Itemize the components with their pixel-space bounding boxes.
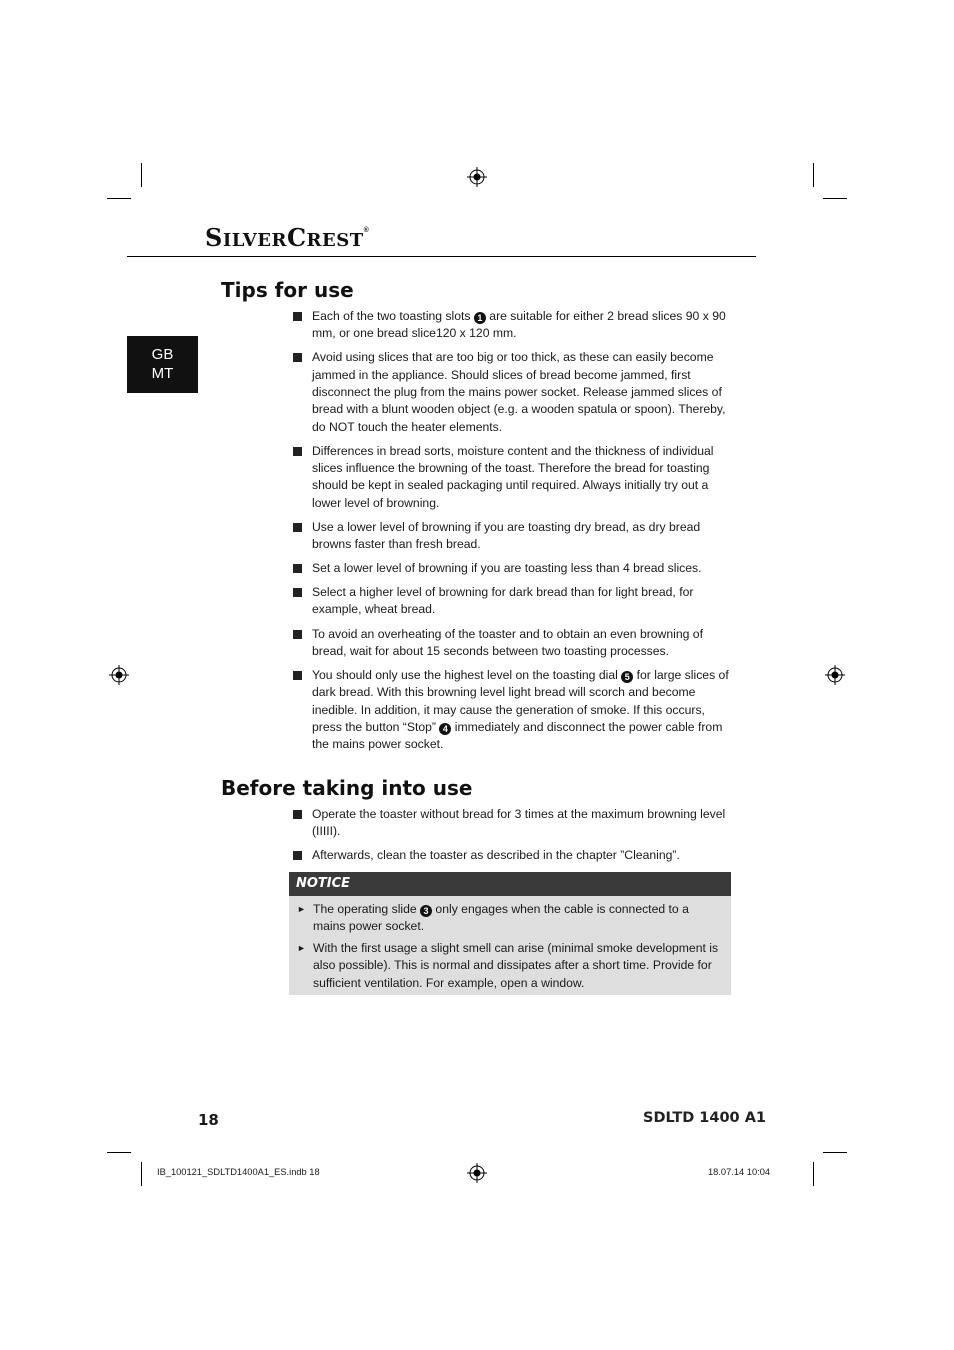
registration-mark-icon: [109, 665, 129, 685]
item-text: With the first usage a slight smell can arise (minimal smoke development is also possible). This is normal and dissipates after a short time. Provide for sufficient ventilation. For example, open a window.: [313, 941, 719, 990]
item-text: Differences in bread sorts, moisture content and the thickness of individual slices influence the browning of the toast. Therefore the bread for toasting should be kept in sealed packaging until required. Always initially try out a lower level of browning.: [312, 443, 714, 510]
model-number: SDLTD 1400 A1: [643, 1110, 767, 1126]
item-text: Use a lower level of browning if you are toasting dry bread, as dry bread browns faster than fresh bread.: [312, 519, 701, 551]
square-bullet-icon: [293, 810, 302, 819]
notice-header: NOTICE: [289, 872, 731, 896]
slug-file: IB_100121_SDLTD1400A1_ES.indb 18: [157, 1167, 320, 1177]
square-bullet-icon: [293, 671, 302, 680]
crop-mark: [823, 1152, 847, 1153]
crop-mark: [813, 1162, 814, 1186]
list-item: [293, 443, 733, 512]
crop-mark: [141, 1162, 142, 1186]
item-text: Set a lower level of browning if you are toasting less than 4 bread slices.: [312, 561, 702, 576]
numbered-callout-icon: 3: [420, 905, 432, 917]
item-text: The operating slide: [313, 902, 421, 916]
item-text: Afterwards, clean the toaster as described in the chapter ”Cleaning”.: [312, 848, 680, 863]
list-item: [293, 584, 733, 619]
before-use-list: [293, 806, 733, 871]
list-item: [293, 560, 733, 577]
square-bullet-icon: [293, 523, 302, 532]
list-item: [293, 308, 733, 343]
crop-mark: [823, 198, 847, 199]
slug-date: 18.07.14 10:04: [708, 1167, 771, 1177]
square-bullet-icon: [293, 851, 302, 860]
registered-mark: ®: [363, 227, 370, 234]
logo-letters: REST: [306, 230, 364, 251]
item-text: only engages when the cable is connected to a mains power socket.: [313, 902, 689, 934]
crop-mark: [141, 163, 142, 187]
language-code: MT: [151, 365, 174, 382]
logo-letter: S: [205, 223, 223, 252]
item-text: Operate the toaster without bread for 3 times at the maximum browning level (IIIII).: [312, 807, 726, 839]
registration-mark-icon: [825, 665, 845, 685]
square-bullet-icon: [293, 630, 302, 639]
numbered-callout-icon: 5: [621, 671, 633, 683]
list-item: [293, 847, 733, 864]
item-text: immediately and disconnect the power cable from the mains power socket.: [312, 719, 723, 752]
arrow-bullet-icon: ►: [297, 943, 306, 954]
square-bullet-icon: [293, 312, 302, 321]
logo-letter: C: [286, 223, 307, 252]
list-item: [293, 349, 733, 435]
list-item: [293, 519, 733, 554]
item-text: You should only use the highest level on the toasting dial: [312, 667, 622, 682]
square-bullet-icon: [293, 588, 302, 597]
notice-item: [295, 940, 721, 992]
language-code: GB: [151, 346, 174, 363]
square-bullet-icon: [293, 353, 302, 362]
item-text: Avoid using slices that are too big or too thick, as these can easily become jammed in the appliance. Should slices of bread become jammed, first disconnect the plug from the mains power socket. Release jammed slices of bread with a blunt wooden object (e.g. a wooden spatula or spoon). Thereby, do NOT touch the heater elements.: [312, 350, 726, 434]
square-bullet-icon: [293, 564, 302, 573]
arrow-bullet-icon: ►: [297, 904, 306, 914]
header-rule: [127, 256, 756, 257]
square-bullet-icon: [293, 447, 302, 456]
brand-logo: [205, 223, 369, 252]
registration-mark-icon: [467, 1163, 487, 1183]
item-text: To avoid an overheating of the toaster and to obtain an even browning of bread, wait for about 15 seconds between two toasting processes.: [312, 626, 703, 658]
item-text: Each of the two toasting slots: [312, 309, 474, 323]
crop-mark: [107, 198, 131, 199]
logo-letters: ILVER: [222, 230, 287, 251]
notice-list: [295, 901, 721, 992]
section-heading-tips: Tips for use: [221, 278, 354, 302]
tips-list: [293, 308, 733, 760]
numbered-callout-icon: 1: [474, 312, 486, 324]
list-item: [293, 626, 733, 661]
page-number: 18: [198, 1111, 219, 1129]
item-text: Select a higher level of browning for dark bread than for light bread, for example, wheat bread.: [312, 585, 694, 617]
notice-item: [295, 901, 721, 936]
registration-mark-icon: [467, 167, 487, 187]
notice-body: [289, 896, 731, 995]
crop-mark: [813, 163, 814, 187]
item-text: are suitable for either 2 bread slices 90 x 90 mm, or one bread slice120 x 120 mm.: [312, 309, 726, 341]
numbered-callout-icon: 4: [439, 723, 451, 735]
language-tab: [127, 336, 198, 393]
crop-mark: [107, 1152, 131, 1153]
list-item: [293, 806, 733, 841]
section-heading-before-use: Before taking into use: [221, 776, 473, 800]
item-text: for large slices of dark bread. With this browning level light bread will scorch and become inedible. In addition, it may cause the generation of smoke. If this occurs, press the button “Stop”: [312, 667, 729, 734]
list-item: [293, 667, 733, 753]
